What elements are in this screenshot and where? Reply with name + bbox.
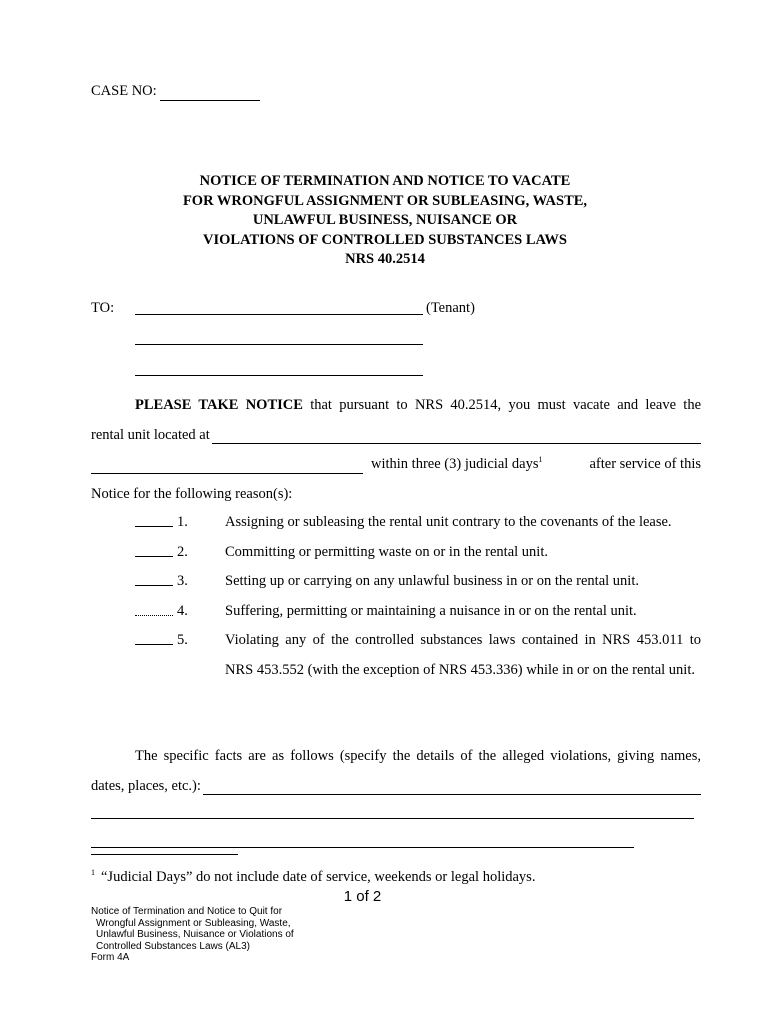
notice-paragraph [91,391,701,509]
reason-text: Violating any of the controlled substances laws contained in NRS 453.011 to NRS 453.552 (with the exception of NRS 453.336) while in or on the rental unit. [225,632,701,678]
facts-line-2 [91,772,701,802]
facts-field-2[interactable] [91,818,694,819]
title-line: NOTICE OF TERMINATION AND NOTICE TO VACATE [199,173,571,189]
reason-text: Suffering, permitting or maintaining a nuisance in or on the rental unit. [225,602,637,619]
reason-item [135,626,701,685]
form-footer-line: Controlled Substances Laws (AL3) [96,940,250,952]
judicial-days-phrase: within three (3) judicial days [371,456,539,472]
facts-field-1[interactable] [203,794,701,795]
form-footer-line: Wrongful Assignment or Subleasing, Waste, [96,917,291,929]
after-service-text: after service of this [585,456,701,472]
reason-checkbox-2[interactable] [135,556,173,557]
title-line: UNLAWFUL BUSINESS, NUISANCE OR [252,212,518,228]
tenant-label: (Tenant) [426,300,475,316]
reason-item [135,567,701,597]
case-number [91,83,260,101]
notice-bold-lead: PLEASE TAKE NOTICE [135,397,303,413]
reason-text: Committing or permitting waste on or in the rental unit. [225,543,548,560]
notice-line-1 [91,391,701,421]
reason-number: 1. [177,514,188,530]
form-footer-line: Unlawful Business, Nuisance or Violations of [96,929,294,940]
facts-field-3[interactable] [91,847,634,848]
reason-number: 3. [177,573,188,589]
footnote-text: “Judicial Days” do not include date of service, weekends or legal holidays. [101,869,536,885]
rental-unit-address-field[interactable] [212,443,701,444]
reason-checkbox-5[interactable] [135,644,173,645]
notice-line-4: Notice for the following reason(s): [91,485,293,502]
tenant-address-field-2[interactable] [135,375,423,376]
reason-item [135,508,701,538]
reason-number: 4. [177,602,188,619]
form-footer-line: Form 4A [91,952,130,963]
page-number: 1 of 2 [343,888,382,905]
reason-item [135,538,701,568]
facts-line-1: The specific facts are as follows (specify the details of the alleged violations, giving names, [135,748,701,764]
reason-checkbox-4[interactable] [135,615,173,616]
tenant-name-field[interactable] [135,314,423,315]
rental-unit-label: rental unit located at [91,426,210,443]
reasons-list [135,508,701,685]
case-number-field[interactable] [160,83,260,101]
facts-paragraph [91,742,701,801]
case-number-label: CASE NO: [91,83,157,99]
footnote-ref[interactable]: 1 [538,455,543,465]
reason-number: 5. [177,632,188,648]
footnote-separator [91,854,238,855]
title-line: NRS 40.2514 [345,251,425,267]
notice-line-3 [91,450,701,480]
to-label: TO: [91,300,115,316]
notice-line-1-text: that pursuant to NRS 40.2514, you must vacate and leave the [302,397,702,413]
judicial-days-text [371,450,543,480]
tenant-address-field-1[interactable] [135,344,423,345]
title-line: VIOLATIONS OF CONTROLLED SUBSTANCES LAWS [203,231,567,248]
reason-text: Setting up or carrying on any unlawful business in or on the rental unit. [225,573,639,589]
form-footer-line: Notice of Termination and Notice to Quit for [91,906,283,917]
reason-checkbox-1[interactable] [135,526,173,527]
reason-item [135,597,701,627]
rental-unit-address-field-2[interactable] [91,473,363,474]
form-footer [91,906,294,964]
title-line: FOR WRONGFUL ASSIGNMENT OR SUBLEASING, WASTE, [182,192,588,209]
notice-line-2 [91,421,701,451]
reason-checkbox-3[interactable] [135,585,173,586]
document-title [0,172,770,270]
reason-text: Assigning or subleasing the rental unit contrary to the covenants of the lease. [225,514,672,530]
footnote [91,869,535,886]
footnote-mark: 1 [91,868,95,878]
notice-line-3-text [363,450,701,480]
facts-label: dates, places, etc.): [91,777,201,794]
reason-number: 2. [177,543,188,560]
